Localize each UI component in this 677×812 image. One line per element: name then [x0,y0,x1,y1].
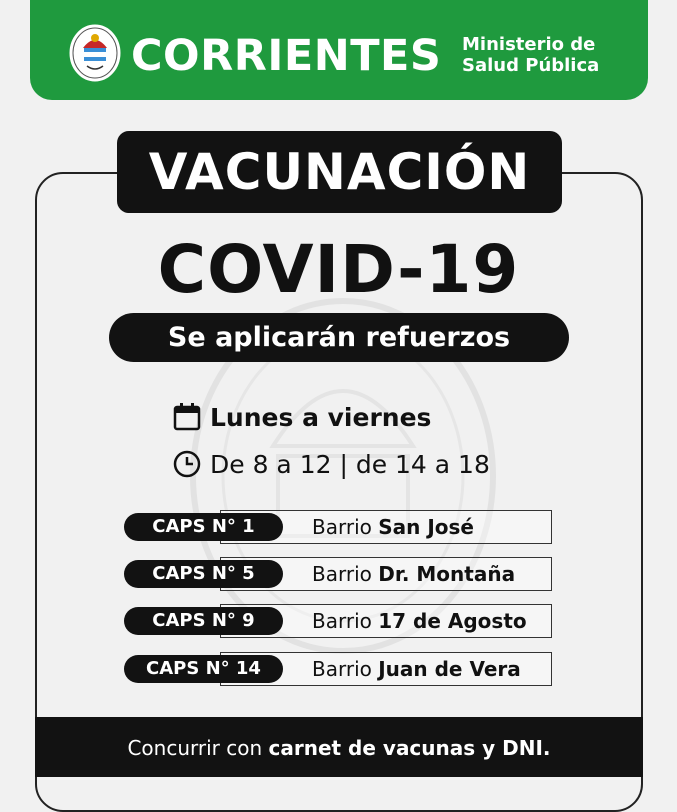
footer-note [35,717,643,777]
footer-prefix: Concurrir con [127,736,269,760]
ministry-line-1: Ministerio de [462,34,596,55]
brand-title: CORRIENTES [131,31,442,81]
location-prefix: Barrio [312,609,379,633]
provincial-seal-icon [67,22,123,84]
calendar-icon [172,402,202,432]
clock-icon [172,449,202,479]
caps-label: CAPS N° 1 [124,513,283,541]
schedule-days-text: Lunes a viernes [210,402,432,432]
ministry-line-2: Salud Pública [462,55,600,76]
footer-bold: carnet de vacunas y DNI. [268,736,551,760]
location-name: Dr. Montaña [378,562,516,586]
location-name: San José [378,515,474,539]
location-text [312,603,527,639]
booster-note: Se aplicarán refuerzos [109,313,569,362]
caps-label: CAPS N° 14 [124,655,283,683]
location-prefix: Barrio [312,515,379,539]
campaign-subtitle: COVID-19 [157,231,520,308]
schedule-hours-text: De 8 a 12 | de 14 a 18 [210,449,490,479]
location-prefix: Barrio [312,657,379,681]
location-name: Juan de Vera [378,657,521,681]
caps-label: CAPS N° 9 [124,607,283,635]
campaign-title: VACUNACIÓN [117,131,562,213]
location-prefix: Barrio [312,562,379,586]
ministry-name [462,34,599,76]
location-text [312,556,515,592]
location-name: 17 de Agosto [378,609,527,633]
caps-label: CAPS N° 5 [124,560,283,588]
schedule-hours [172,446,490,482]
location-text [312,651,521,687]
schedule-days [172,399,431,435]
location-text [312,509,474,545]
